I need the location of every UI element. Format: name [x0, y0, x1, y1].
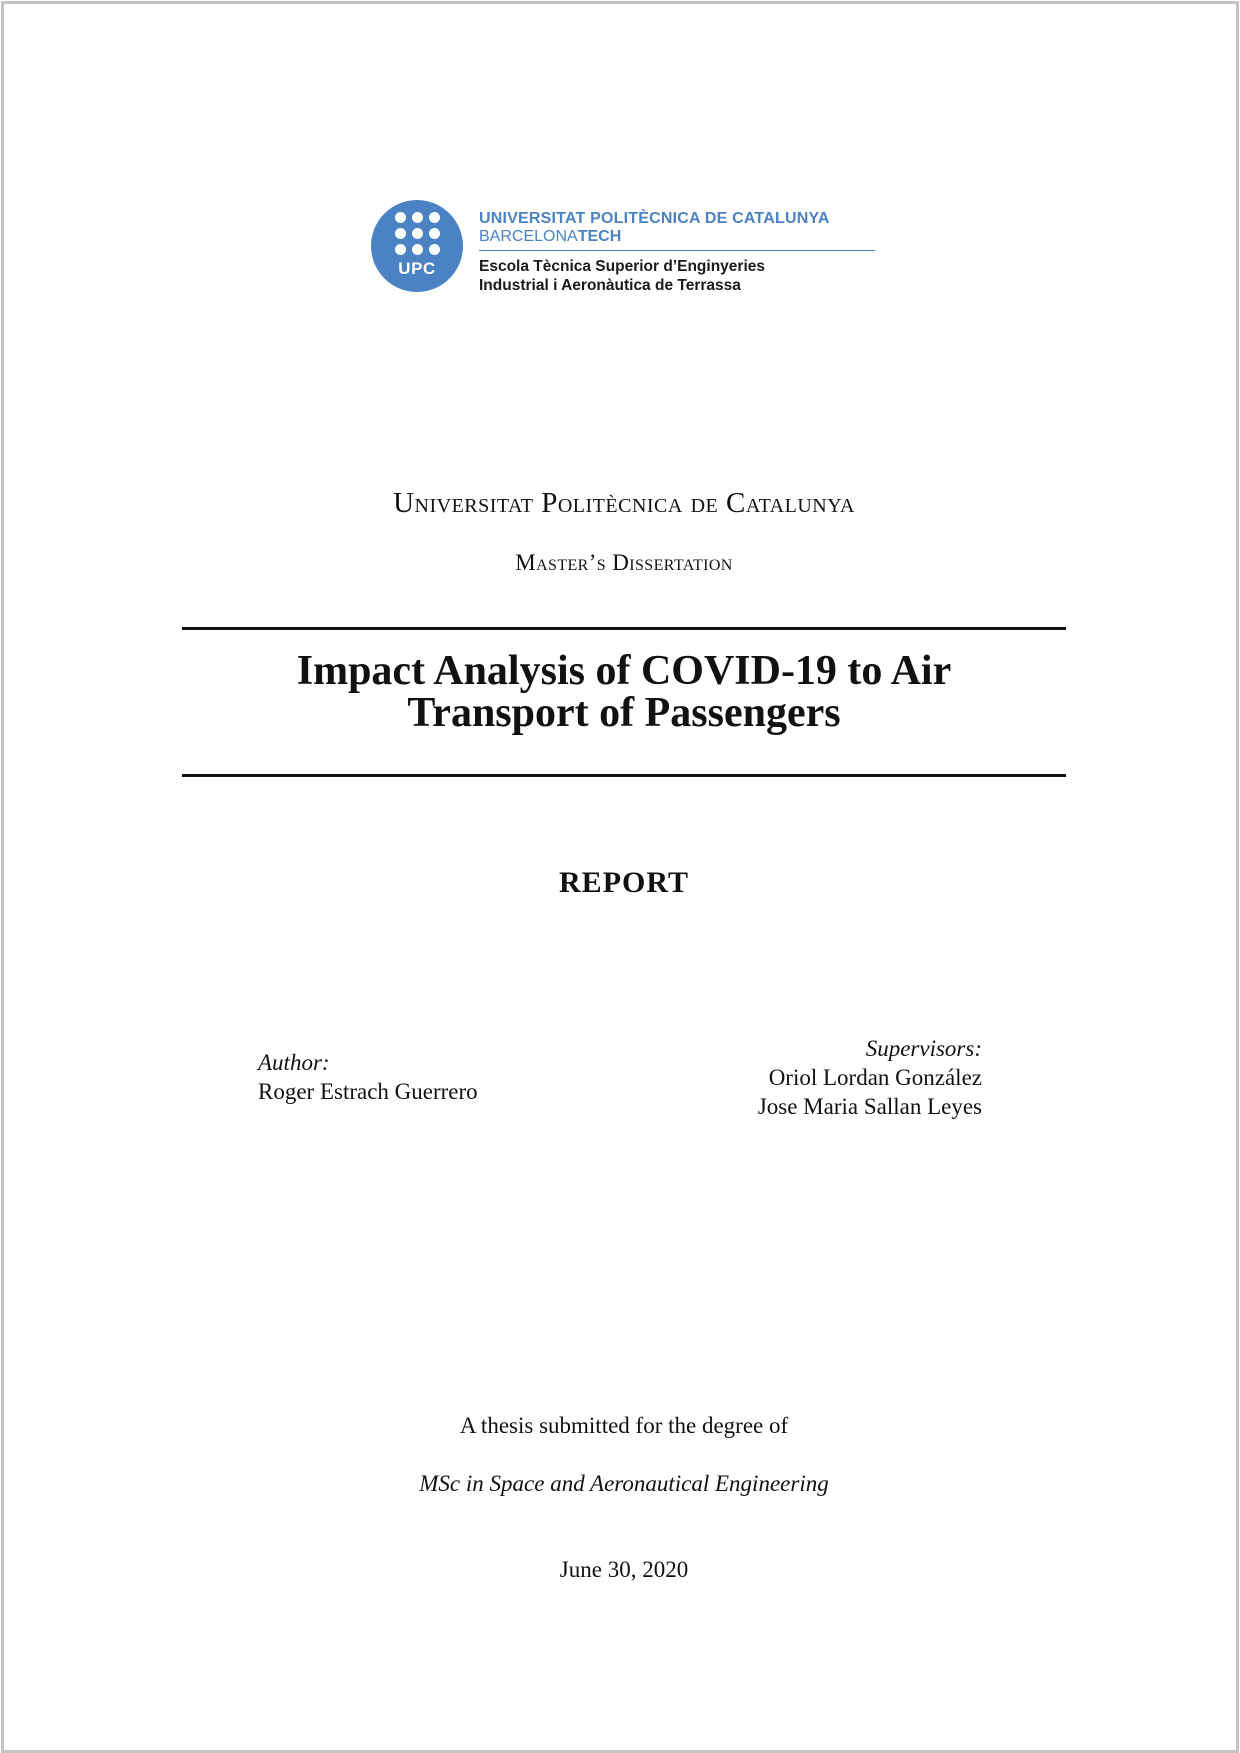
submission-statement: A thesis submitted for the degree of: [459, 1413, 789, 1438]
logo-university-name: UNIVERSITAT POLITÈCNICA DE CATALUNYA: [479, 210, 830, 227]
document-type: Master’s Dissertation: [515, 550, 733, 575]
thesis-title-line-2: Transport of Passengers: [407, 690, 841, 736]
degree-name: MSc in Space and Aeronautical Engineering: [419, 1471, 829, 1496]
upc-logo-emblem: [371, 200, 463, 292]
supervisors-label: Supervisors:: [865, 1036, 982, 1061]
logo-campus-suffix: TECH: [577, 228, 622, 245]
submission-date: June 30, 2020: [559, 1557, 689, 1582]
supervisor-name: Oriol Lordan González: [768, 1065, 982, 1090]
supervisors-block: [758, 1034, 982, 1121]
logo-school-line-1: Escola Tècnica Superior d’Enginyeries: [479, 258, 765, 275]
title-rule-top: [182, 627, 1066, 630]
university-heading: Universitat Politècnica de Catalunya: [393, 487, 855, 519]
page: [1, 1, 1239, 1753]
supervisor-name: Jose Maria Sallan Leyes: [757, 1094, 982, 1119]
logo-campus: [479, 228, 879, 246]
title-rule-bottom: [182, 774, 1066, 777]
logo-divider: [479, 250, 875, 251]
logo-school-line-2: Industrial i Aeronàutica de Terrassa: [479, 277, 741, 294]
logo-acronym: UPC: [398, 259, 436, 278]
author-block: [258, 1048, 478, 1106]
author-name: Roger Estrach Guerrero: [258, 1079, 478, 1104]
logo-campus-prefix: BARCELONA: [479, 228, 578, 245]
thesis-title-line-1: Impact Analysis of COVID-19 to Air: [296, 648, 952, 694]
dots-grid-icon: [395, 212, 441, 258]
logo-wordmark: [479, 210, 879, 295]
author-label: Author:: [258, 1050, 330, 1075]
report-label: REPORT: [559, 866, 689, 899]
thesis-title: [182, 650, 1066, 734]
upc-logo: [371, 200, 881, 304]
